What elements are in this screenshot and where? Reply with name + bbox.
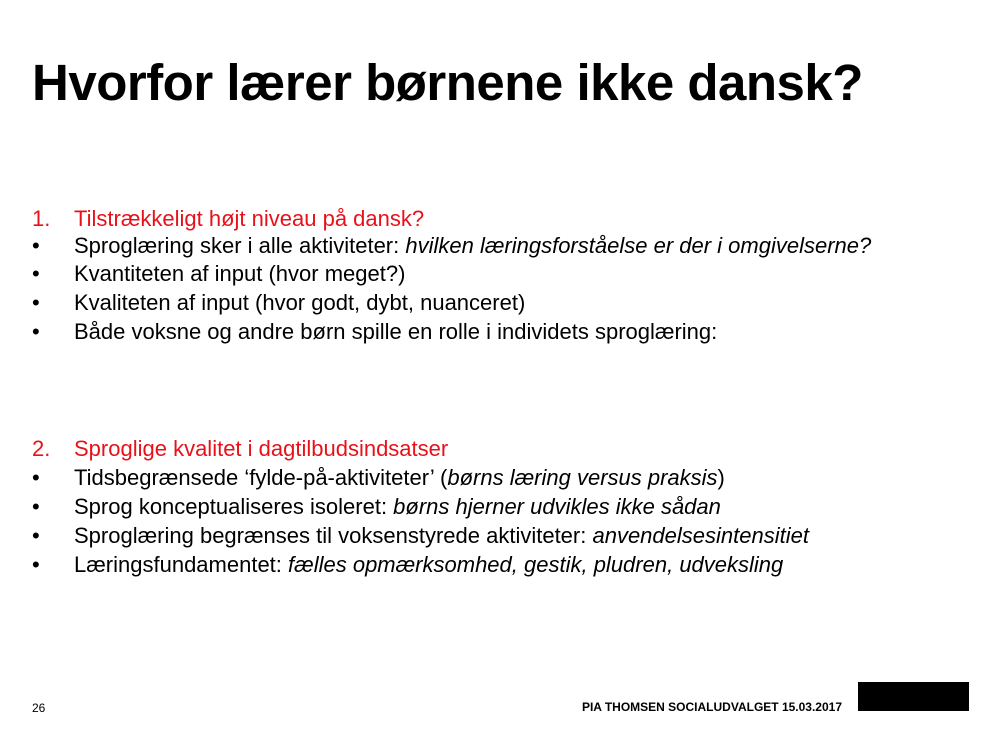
section-number: 1. [32, 206, 51, 231]
page-number: 26 [32, 701, 46, 715]
bullet-icon: • [32, 290, 40, 315]
section-heading-text: Tilstrækkeligt højt niveau på dansk? [74, 206, 425, 231]
bullet-icon: • [32, 523, 40, 548]
bullet-icon: • [32, 465, 40, 490]
list-item [32, 495, 932, 519]
section-1 [32, 207, 932, 349]
footer-credit: PIA THOMSEN SOCIALUDVALGET 15.03.2017 [581, 700, 842, 714]
list-item-text: Kvantiteten af input (hvor meget?) [74, 261, 406, 286]
list-item-text: Sproglæring begrænses til voksenstyrede aktiviteter: anvendelsesintensitiet [74, 523, 809, 548]
list-item [32, 553, 932, 577]
section-heading-text: Sproglige kvalitet i dagtilbudsindsatser [74, 436, 449, 461]
bullet-icon: • [32, 233, 40, 258]
section-heading [32, 437, 932, 461]
bullet-icon: • [32, 494, 40, 519]
list-item-text: Kvaliteten af input (hvor godt, dybt, nuanceret) [74, 290, 526, 315]
list-item-text: Tidsbegrænsede ‘fylde-på-aktiviteter’ (børns læring versus praksis) [74, 465, 725, 490]
list-item [32, 291, 932, 315]
slide-title: Hvorfor lærer børnene ikke dansk? [32, 54, 863, 111]
bullet-icon: • [32, 319, 40, 344]
list-item [32, 233, 932, 258]
list-item-text: Både voksne og andre børn spille en rolle i individets sproglæring: [74, 319, 718, 344]
bullet-icon: • [32, 552, 40, 577]
list-item-text: Læringsfundamentet: fælles opmærksomhed, gestik, pludren, udveksling [74, 552, 784, 577]
list-item [32, 524, 932, 548]
list-item [32, 466, 932, 490]
list-item [32, 262, 932, 286]
section-heading [32, 207, 932, 231]
bullet-icon: • [32, 261, 40, 286]
list-item [32, 320, 932, 344]
section-2 [32, 437, 932, 582]
list-item-text: Sproglæring sker i alle aktiviteter: hvilken læringsforståelse er der i omgivelserne? [74, 233, 872, 258]
list-item-text: Sprog konceptualiseres isoleret: børns hjerner udvikles ikke sådan [74, 494, 721, 519]
section-number: 2. [32, 436, 51, 461]
logo-block [858, 682, 969, 711]
